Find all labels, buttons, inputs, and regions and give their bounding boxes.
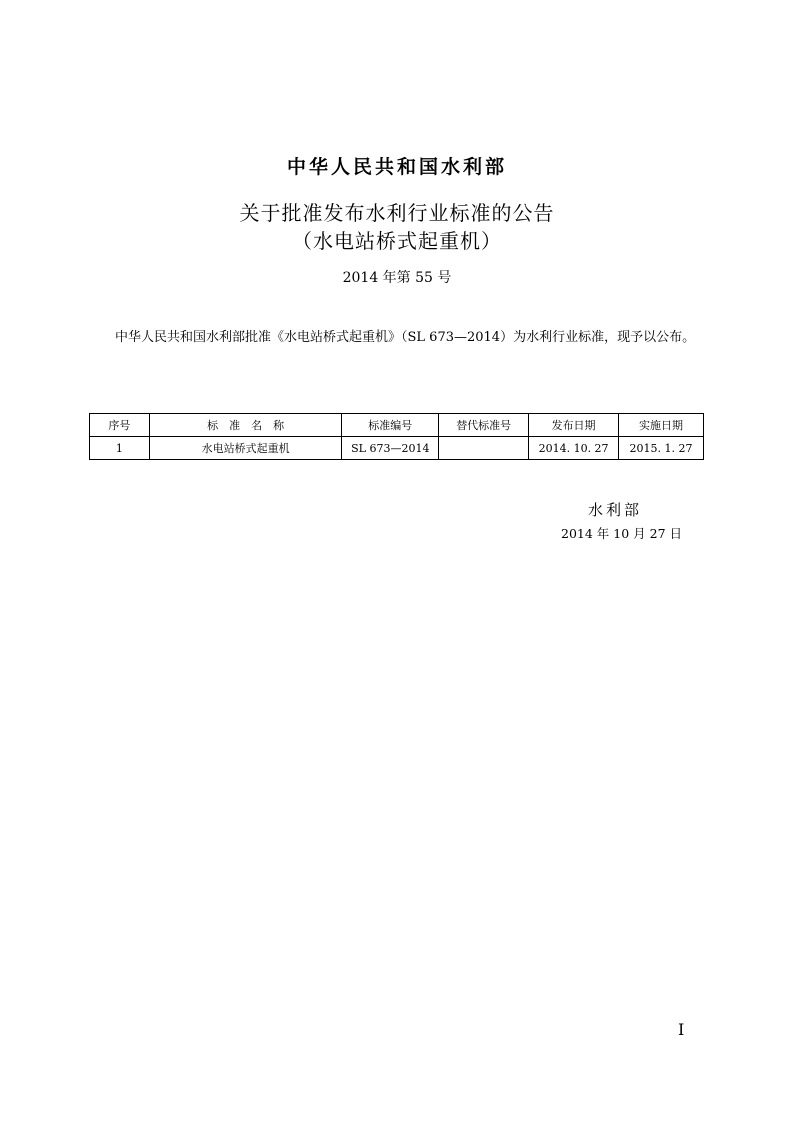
signature-name: 水利部 xyxy=(588,501,643,519)
cell-effective-date: 2015. 1. 27 xyxy=(619,437,704,460)
cell-standard-name: 水电站桥式起重机 xyxy=(149,437,342,460)
cell-standard-number: SL 673—2014 xyxy=(342,437,439,460)
announcement-subtitle: （水电站桥式起重机） xyxy=(292,229,502,253)
cell-serial: 1 xyxy=(90,437,150,460)
header-replaced-standard: 替代标准号 xyxy=(439,414,529,437)
header-standard-name: 标 准 名 称 xyxy=(149,414,342,437)
standards-table xyxy=(89,413,704,460)
issuing-ministry: 中华人民共和国水利部 xyxy=(286,156,507,178)
header-standard-number: 标准编号 xyxy=(342,414,439,437)
table-row xyxy=(90,437,704,460)
announcement-title: 关于批准发布水利行业标准的公告 xyxy=(239,201,555,225)
table-header-row xyxy=(90,414,704,437)
header-serial: 序号 xyxy=(90,414,150,437)
header-effective-date: 实施日期 xyxy=(619,414,704,437)
announcement-body: 中华人民共和国水利部批准《水电站桥式起重机》（SL 673—2014）为水利行业标准，现予以公布。 xyxy=(115,330,696,345)
header-release-date: 发布日期 xyxy=(529,414,619,437)
signature-date: 2014 年 10 月 27 日 xyxy=(561,526,682,541)
page-number: I xyxy=(678,1020,685,1039)
document-number: 2014 年第 55 号 xyxy=(342,270,452,286)
cell-release-date: 2014. 10. 27 xyxy=(529,437,619,460)
cell-replaced-standard xyxy=(439,437,529,460)
